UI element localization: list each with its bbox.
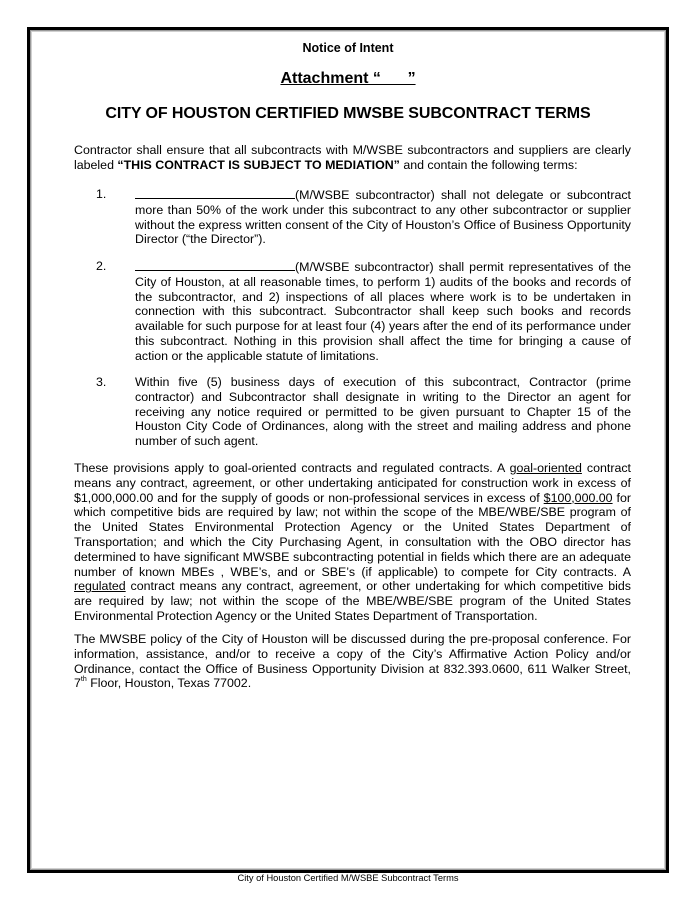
applicability-text: These provisions apply to goal-oriented contracts and regulated contracts. A (74, 461, 510, 475)
policy-address: Floor, Houston, Texas 77002. (86, 676, 252, 691)
term-number: 1. (96, 187, 107, 201)
regulated-term: regulated (74, 579, 126, 594)
ordinal-suffix: th (80, 676, 87, 684)
term-text (135, 187, 631, 247)
term-body: (M/WSBE subcontractor) shall not delegate or subcontract more than 50% of the work under this subcontract to any other subcontractor or supplier without the express written consent of the City of Houston’s Office of Business Opportunity Director (“the Director”). (135, 188, 631, 247)
attachment-label (0, 70, 696, 88)
policy-text: The MWSBE policy of the City of Houston will be discussed during the pre-proposal conference. For information, assistance, and/or to receive a copy of the City’s Affirmative Action Policy and/or Ordinance, contact the Office of Business Opportunity Division at 832.393.0600, 611 Walker Street, 7 (74, 632, 631, 691)
goal-oriented-term: goal-oriented (509, 461, 582, 475)
mediation-label: “THIS CONTRACT IS SUBJECT TO MEDIATION” (117, 157, 400, 172)
subcontractor-name-blank (135, 187, 295, 199)
intro-text: Contractor shall ensure that all subcontracts with M/WSBE subcontractors and suppliers are clearly labeled (74, 143, 631, 172)
applicability-text: contract means any contract, agreement, or other undertaking anticipated for construction work in excess of $1,000,000.00 and for the supply of goods or non-professional services in excess of (74, 461, 631, 505)
document-heading: CITY OF HOUSTON CERTIFIED MWSBE SUBCONTRACT TERMS (105, 105, 591, 122)
applicability-text: for which competitive bids are required by law; not within the scope of the MBE/WBE/SBE program of the United States Environmental Protection Agency or the United States Department of Transportation; and which the City Purchasing Agent, in consultation with the OBO director has determined to have significant MWSBE subcontracting potential in fields which there are an adequate number of known MBEs , WBE’s, and or SBE’s (if applicable) to compete for City contracts. A (74, 490, 632, 579)
term-text: Within five (5) business days of execution of this subcontract, Contractor (prime contractor) and Subcontractor shall designate in writing to the Director an agent for receiving any notice required or permitted to be given pursuant to Chapter 15 of the Houston City Code of Ordinances, along with the street and mailing address and phone number of such agent. (135, 375, 631, 449)
notice-title: Notice of Intent (302, 41, 394, 55)
term-number: 3. (96, 375, 107, 389)
term-text (135, 259, 631, 364)
applicability-text: contract means any contract, agreement, or other undertaking for which competitive bids are required by law; not within the scope of the MBE/WBE/SBE program of the United States Environmental Protection Agency or the United States Department of Transportation. (74, 579, 631, 623)
intro-text-end: and contain the following terms: (399, 157, 578, 172)
intro-paragraph (74, 143, 631, 173)
page-footer: City of Houston Certified M/WSBE Subcontract Terms (237, 873, 459, 883)
subcontractor-name-blank (135, 259, 295, 271)
term-body: (M/WSBE subcontractor) shall permit representatives of the City of Houston, at all reasonable times, to perform 1) audits of the books and records of the subcontractor, and 2) inspections of all places where work is to be undertaken in connection with this subcontract. Subcontractor shall keep such books and records available for such purpose for at least four (4) years after the end of its performance under this subcontract. Nothing in this provision shall affect the time for bringing a cause of action or the applicable statute of limitations. (135, 260, 631, 363)
threshold-amount: $100,000.00 (543, 490, 613, 505)
term-number: 2. (96, 259, 107, 273)
policy-paragraph (74, 632, 631, 691)
applicability-paragraph (74, 461, 631, 624)
attachment-label-text: Attachment “ ” (280, 70, 416, 87)
